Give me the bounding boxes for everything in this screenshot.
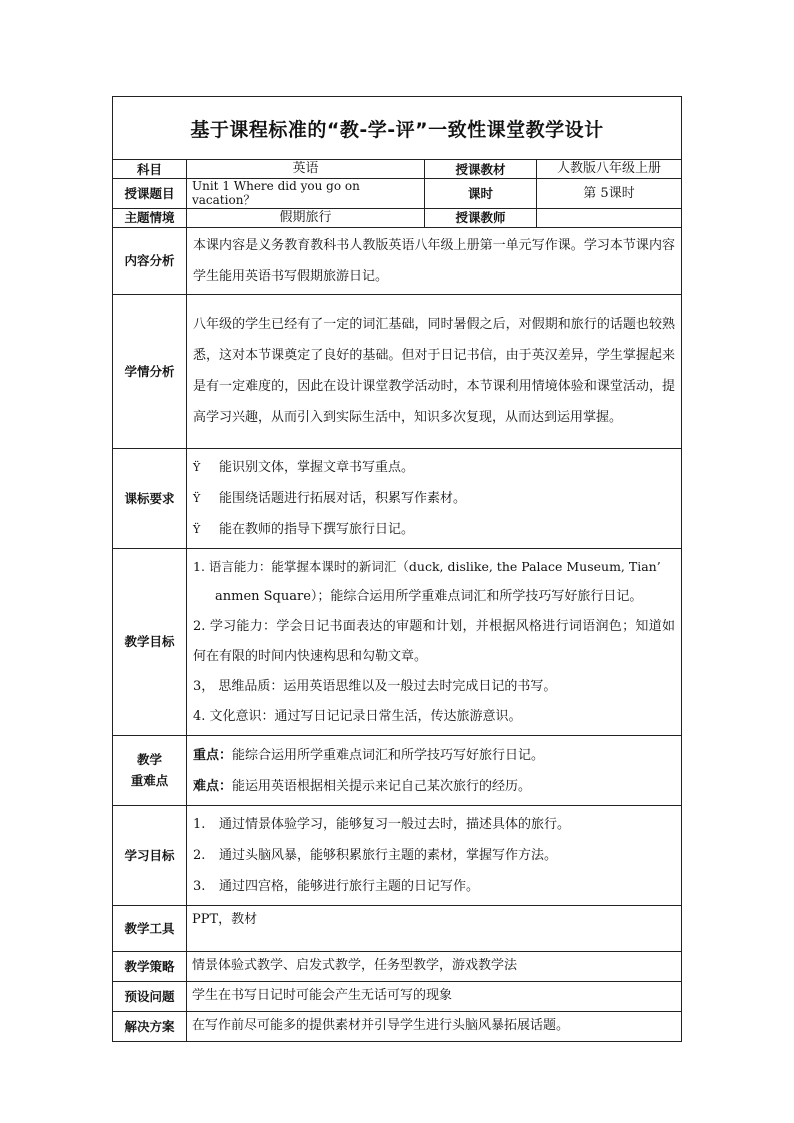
subject-value: 英语 <box>187 160 425 179</box>
key-points-label-line1: 教学 <box>136 752 162 768</box>
standards-item-text: 能围绕话题进行拓展对话，积累写作素材。 <box>219 490 467 506</box>
topic-value: Unit 1 Where did you go on vacation？ <box>187 179 425 209</box>
expected-issue-row <box>113 981 682 1011</box>
key-point-line <box>193 740 675 771</box>
tools-text: PPT，教材 <box>187 905 682 951</box>
learner-analysis-label: 学情分析 <box>113 294 187 448</box>
period-label: 课时 <box>425 179 537 209</box>
content-analysis-row <box>113 227 682 294</box>
objective-line: 2. 学习能力：学会日记书面表达的审题和计划，并根据风格进行词语润色；知道如何在有限的时间内快速构思和勾勒文章。 <box>193 618 675 664</box>
content-analysis-label: 内容分析 <box>113 227 187 294</box>
document-title: 基于课程标准的“教-学-评”一致性课堂教学设计 <box>113 97 682 160</box>
bullet-icon: Ÿ <box>193 522 201 536</box>
expected-issue-label: 预设问题 <box>113 981 187 1011</box>
key-points-row <box>113 735 682 805</box>
objective-line: 3， 思维品质：运用英语思维以及一般过去时完成日记的书写。 <box>193 678 557 694</box>
learning-goal-item <box>193 809 675 840</box>
content-analysis-text: 本课内容是义务教育教科书人教版英语八年级上册第一单元写作课。学习本节课内容学生能用英语书写假期旅游日记。 <box>187 227 682 294</box>
topic-label: 授课题目 <box>113 179 187 209</box>
objectives-list <box>187 548 682 735</box>
learning-goal-number: 3. <box>193 878 206 894</box>
strategy-text: 情景体验式教学、启发式教学，任务型教学，游戏教学法 <box>187 951 682 981</box>
lesson-plan-table <box>112 96 682 1042</box>
learning-goals-label: 学习目标 <box>113 805 187 905</box>
learning-goal-item <box>193 871 675 902</box>
textbook-value: 人教版八年级上册 <box>537 160 682 179</box>
tools-row <box>113 905 682 951</box>
objectives-label: 教学目标 <box>113 548 187 735</box>
solution-row <box>113 1011 682 1041</box>
theme-value: 假期旅行 <box>187 208 425 227</box>
standards-item-text: 能在教师的指导下撰写旅行日记。 <box>219 521 415 537</box>
learning-goal-item <box>193 840 675 871</box>
theme-label: 主题情境 <box>113 208 187 227</box>
standards-item-text: 能识别文体，掌握文章书写重点。 <box>219 459 415 475</box>
learner-analysis-row <box>113 294 682 448</box>
key-point-text: 能综合运用所学重难点词汇和所学技巧写好旅行日记。 <box>232 747 545 763</box>
info-row-theme <box>113 208 682 227</box>
subject-label: 科目 <box>113 160 187 179</box>
key-points-content <box>187 735 682 805</box>
learning-goals-list <box>187 805 682 905</box>
learning-goal-text: 通过四宫格，能够进行旅行主题的日记写作。 <box>219 878 480 894</box>
standards-label: 课标要求 <box>113 448 187 548</box>
strategy-label: 教学策略 <box>113 951 187 981</box>
learning-goals-row <box>113 805 682 905</box>
objective-line: 4. 文化意识：通过写日记记录日常生活，传达旅游意识。 <box>193 708 522 724</box>
key-points-label <box>113 735 187 805</box>
key-points-label-line2: 重难点 <box>130 773 169 789</box>
bullet-icon: Ÿ <box>193 460 201 474</box>
learning-goal-number: 1. <box>193 816 206 832</box>
objective-line: anmen Square）；能综合运用所学重难点词汇和所学技巧写好旅行日记。 <box>215 588 643 604</box>
standards-list <box>187 448 682 548</box>
strategy-row <box>113 951 682 981</box>
learning-goal-text: 通过情景体验学习，能够复习一般过去时，描述具体的旅行。 <box>219 816 571 832</box>
difficult-point-text: 能运用英语根据相关提示来记自己某次旅行的经历。 <box>232 778 532 794</box>
solution-label: 解决方案 <box>113 1011 187 1041</box>
tools-label: 教学工具 <box>113 905 187 951</box>
teacher-label: 授课教师 <box>425 208 537 227</box>
learner-analysis-text: 八年级的学生已经有了一定的词汇基础，同时暑假之后，对假期和旅行的话题也较熟悉，这对本节课奠定了良好的基础。但对于日记书信，由于英汉差异，学生掌握起来是有一定难度的，因此在设计课堂教学活动时，本节课利用情境体验和课堂活动，提高学习兴趣，从而引入到实际生活中，知识多次复现，从而达到运用掌握。 <box>187 294 682 448</box>
bullet-icon: Ÿ <box>193 491 201 505</box>
standards-item <box>193 483 675 514</box>
key-point-label: 重点： <box>193 747 233 763</box>
objectives-row <box>113 548 682 735</box>
difficult-point-label: 难点： <box>193 778 233 794</box>
learning-goal-number: 2. <box>193 847 206 863</box>
info-row-topic <box>113 179 682 209</box>
solution-text: 在写作前尽可能多的提供素材并引导学生进行头脑风暴拓展话题。 <box>187 1011 682 1041</box>
standards-row <box>113 448 682 548</box>
learning-goal-text: 通过头脑风暴，能够积累旅行主题的素材，掌握写作方法。 <box>219 847 558 863</box>
standards-item <box>193 452 675 483</box>
info-row-subject <box>113 160 682 179</box>
objective-line: 1. 语言能力：能掌握本课时的新词汇（duck, dislike, the Palace Museum, Tian’ <box>193 558 661 574</box>
standards-item <box>193 514 675 545</box>
teacher-value <box>537 208 682 227</box>
title-row <box>113 97 682 160</box>
textbook-label: 授课教材 <box>425 160 537 179</box>
period-value: 第 5课时 <box>537 179 682 209</box>
difficult-point-line <box>193 771 675 802</box>
expected-issue-text: 学生在书写日记时可能会产生无话可写的现象 <box>187 981 682 1011</box>
